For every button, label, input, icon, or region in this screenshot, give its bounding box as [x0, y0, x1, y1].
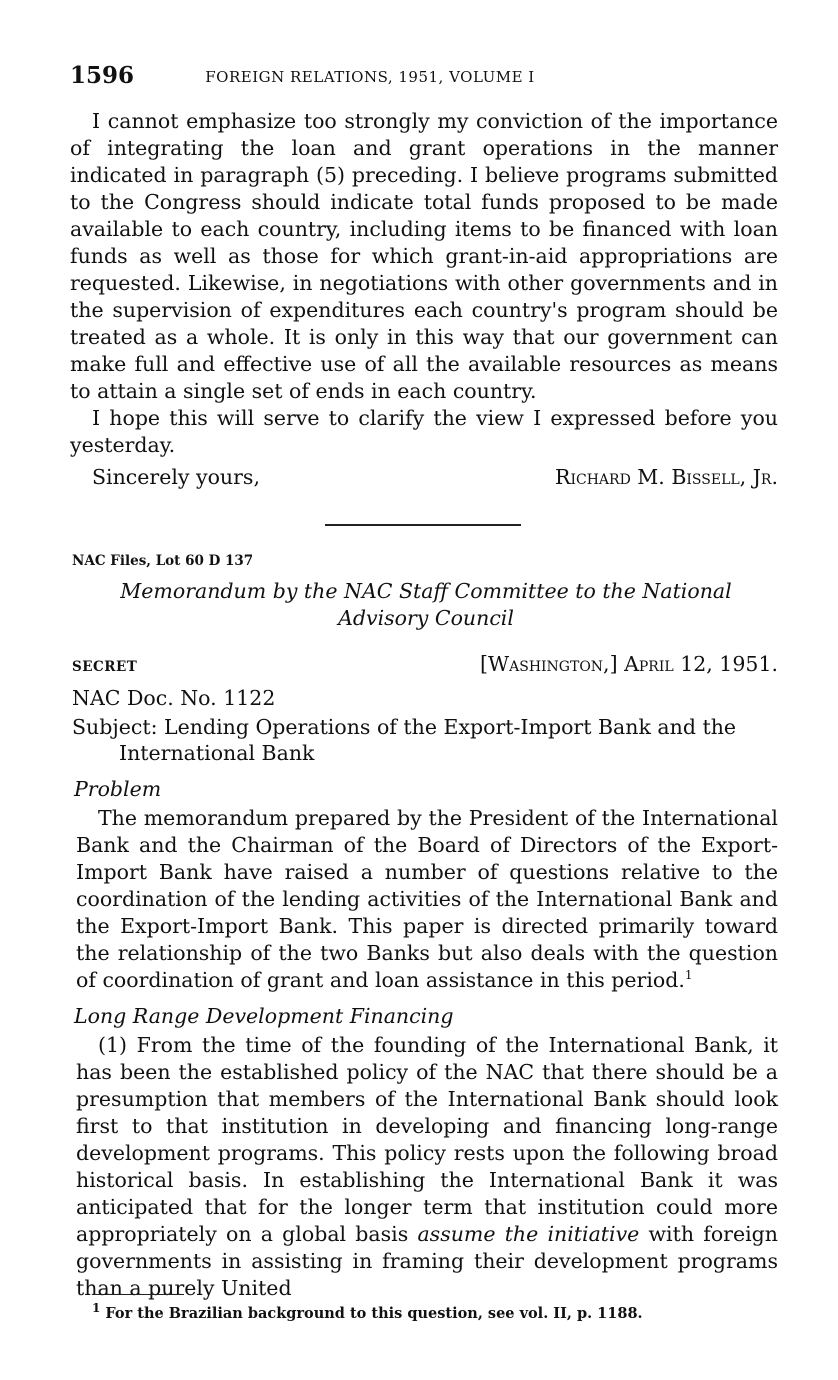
letter-paragraph-2: I hope this will serve to clarify the view I expressed before you yesterday. [70, 406, 778, 457]
classification-line [72, 652, 778, 680]
problem-text: The memorandum prepared by the President of the International Bank and the Chairman of the Board of Directors of the Export-Import Bank have raised a number of questions relative to the coordination of the lending activities of the International Bank and the Export-Import Bank. This paper is directed primarily toward the relationship of the two Banks but also deals with the question of coordination of grant and loan assistance in this period. [76, 806, 778, 992]
letter-body [70, 108, 778, 459]
document-number: NAC Doc. No. 1122 [72, 686, 276, 710]
lrdf-text-italic: assume the initiative [417, 1222, 640, 1246]
long-range-financing-heading: Long Range Development Financing [74, 1004, 454, 1028]
lrdf-text-part-a: (1) From the time of the founding of the International Bank, it has been the established policy of the NAC that there should be a presumption that members of the International Bank should look first to that institution in developing and financing long-range development programs. This policy rests upon the following broad historical basis. In establishing the International Bank it was anticipated that for the longer term that institution could more appropriately on a global basis [76, 1033, 778, 1246]
file-reference: NAC Files, Lot 60 D 137 [72, 553, 254, 569]
long-range-financing-paragraph [76, 1032, 778, 1302]
lrdf-text-part-b: with foreign governments in assisting in framing their development programs than a purely United [76, 1222, 779, 1300]
problem-paragraph [76, 805, 778, 994]
letter-paragraph-1: I cannot emphasize too strongly my conviction of the importance of integrating the loan and grant operations in the manner indicated in paragraph (5) preceding. I believe programs submitted to the Congress should indicate total funds proposed to be made available to each country, including items to be financed with loan funds as well as those for which grant-in-aid appropriations are requested. Likewise, in negotiations with other governments and in the supervision of expenditures each country's program should be treated as a whole. It is only in this way that our government can make full and effective use of all the available resources as means to attain a single set of ends in each country. [70, 109, 778, 403]
letter-signature: Richard M. Bissell, Jr. [555, 465, 778, 489]
long-range-financing-section [76, 1032, 778, 1302]
dateline: [Washington,] April 12, 1951. [480, 652, 778, 676]
section-divider [325, 524, 521, 526]
footnote-marker: 1 [684, 968, 693, 983]
subject-line [72, 714, 778, 766]
memo-title: Memorandum by the NAC Staff Committee to the National Advisory Council [120, 579, 732, 630]
page-number: 1596 [70, 62, 135, 89]
subject-label: Subject: [72, 715, 158, 739]
footnote-divider [92, 1294, 184, 1295]
subject-text: Lending Operations of the Export-Import Bank and the [164, 715, 737, 739]
letter-closing: Sincerely yours, [92, 465, 260, 489]
subject-text-continued: International Bank [119, 741, 315, 765]
letter-signoff [92, 465, 778, 489]
problem-heading: Problem [74, 777, 162, 801]
problem-section [76, 805, 778, 994]
classification-marking: SECRET [72, 659, 138, 675]
footnote [92, 1301, 643, 1322]
footnote-text: For the Brazilian background to this question, see vol. II, p. 1188. [105, 1305, 643, 1322]
footnote-number: 1 [92, 1301, 101, 1316]
page-header [70, 62, 780, 92]
running-head: FOREIGN RELATIONS, 1951, VOLUME I [205, 68, 535, 86]
